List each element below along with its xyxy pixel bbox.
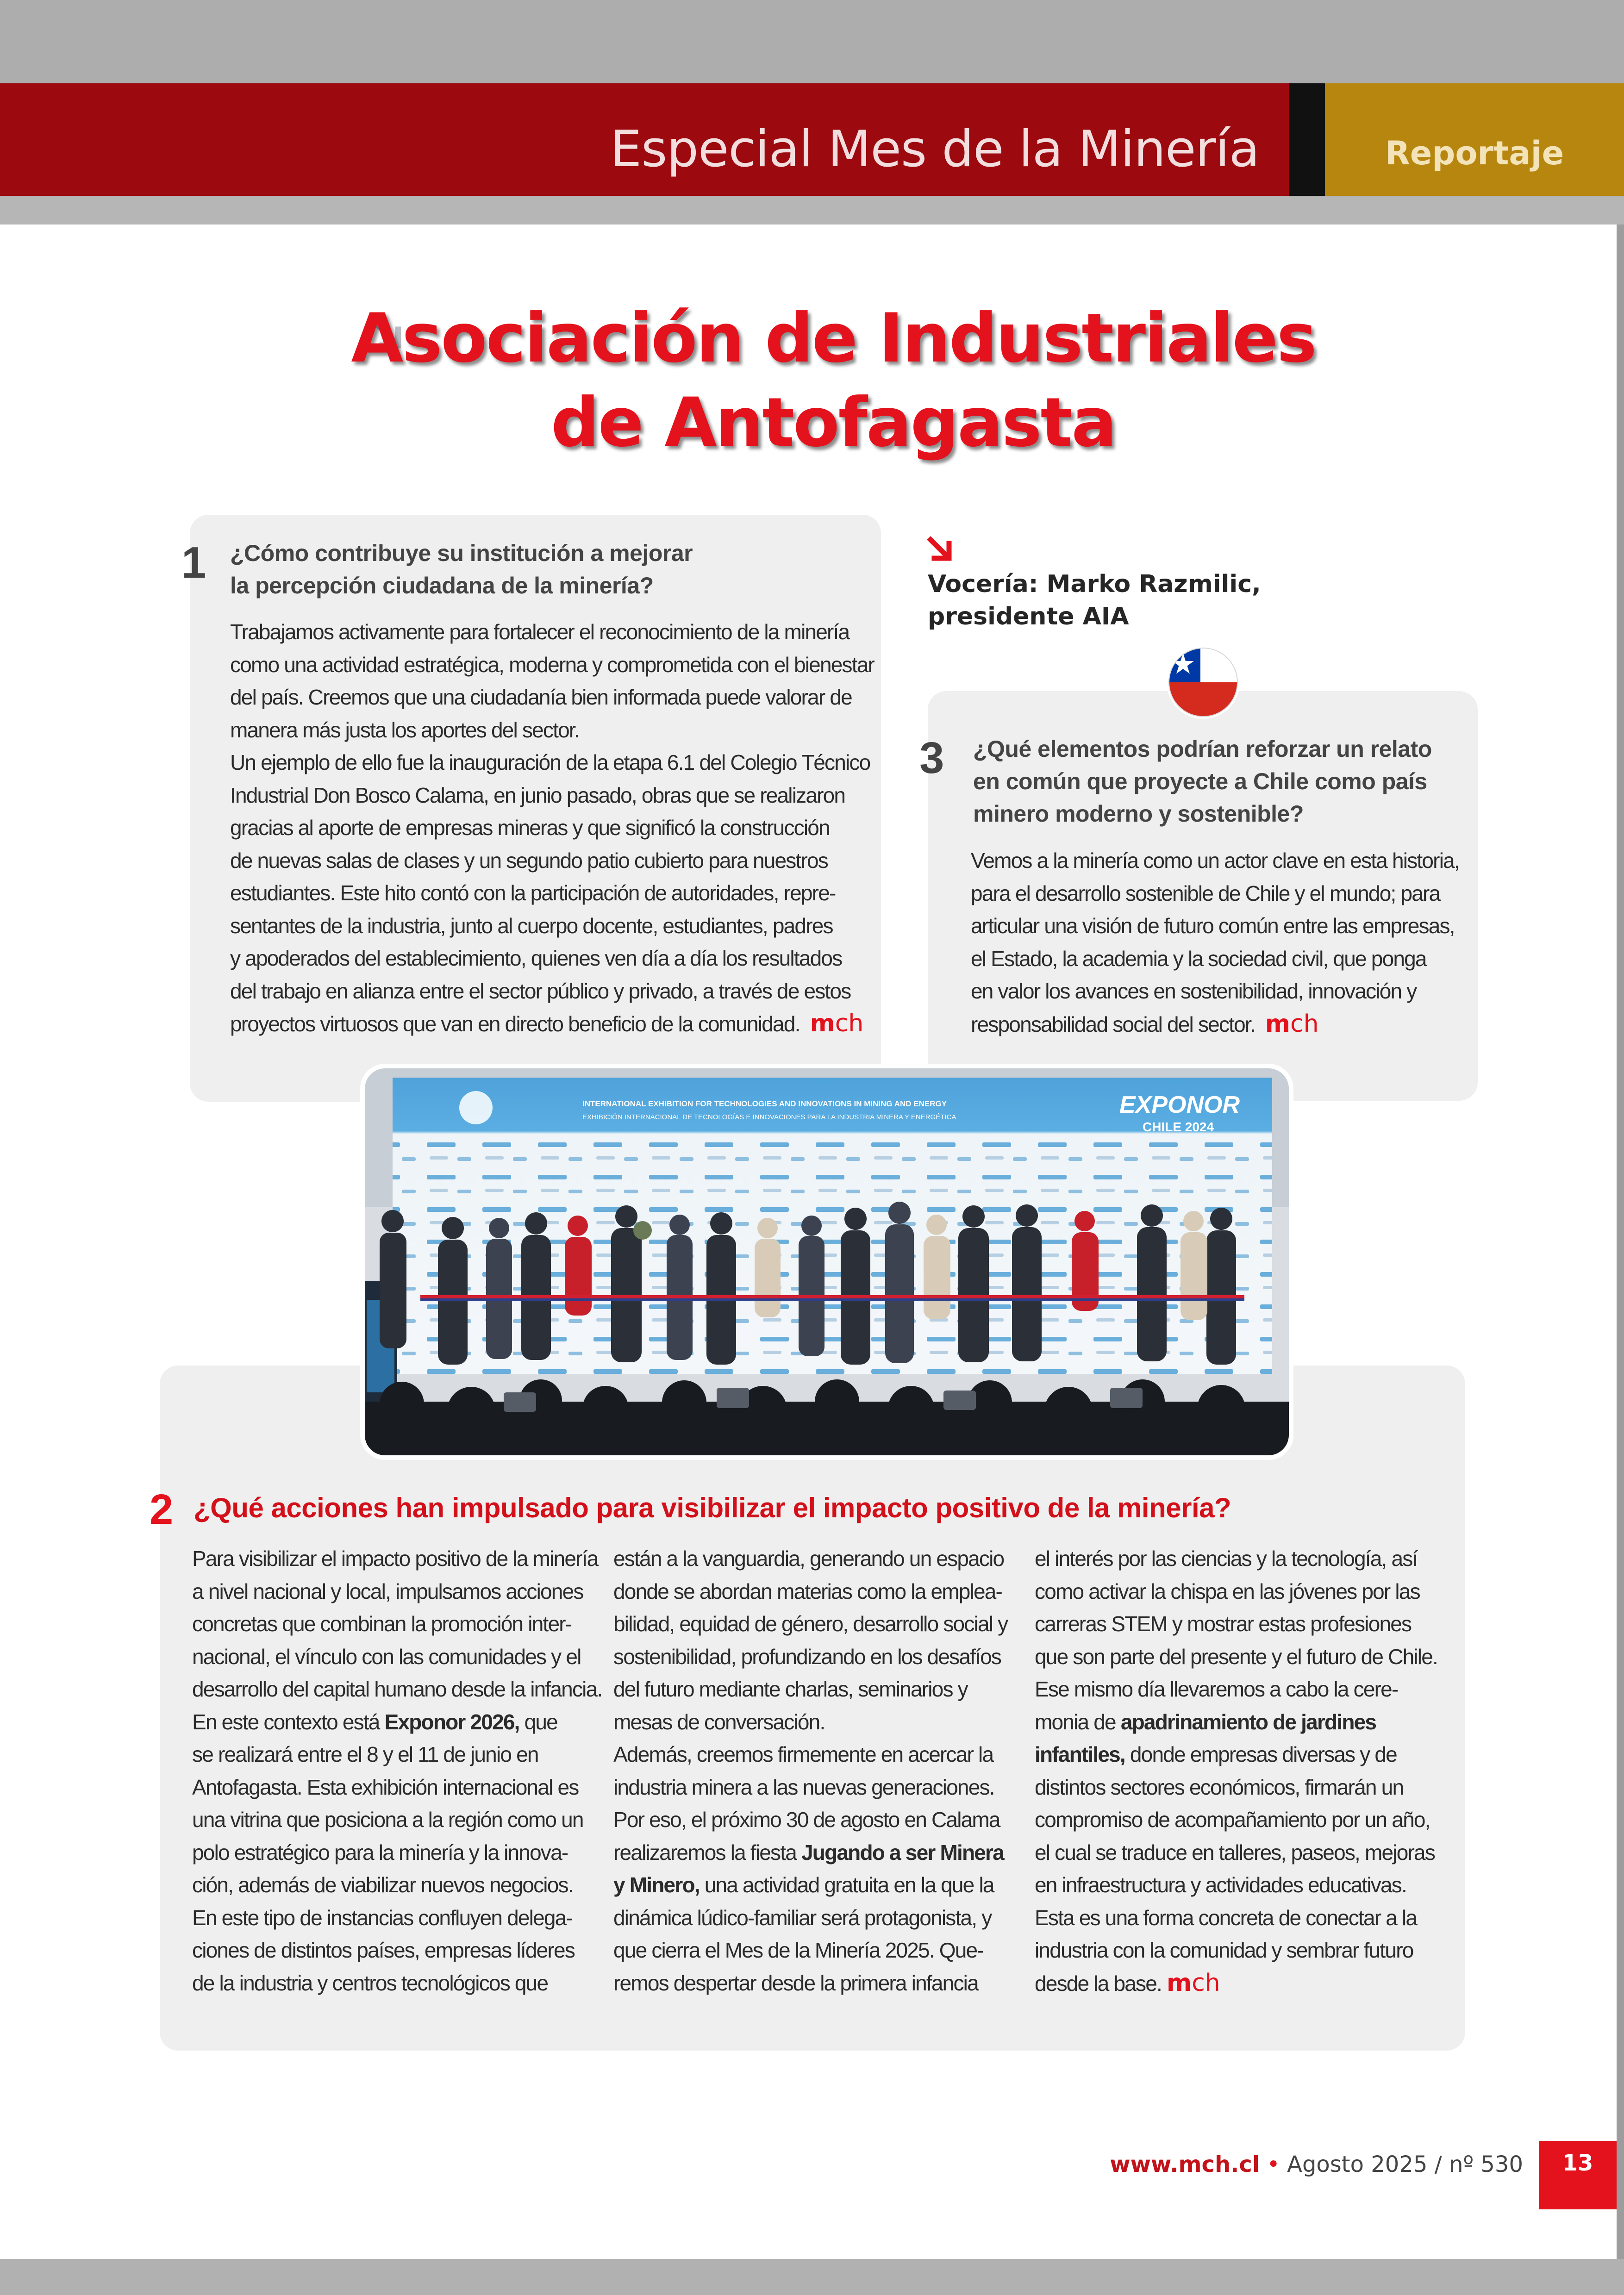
text-line: articular una visión de futuro común entre las empresas,	[971, 914, 1455, 938]
mch-logo-m: m	[1265, 1010, 1291, 1038]
text-line: distintos sectores económicos, firmarán un	[1035, 1775, 1404, 1799]
text-line: para el desarrollo sostenible de Chile y el mundo; para	[971, 881, 1440, 905]
text-line: Además, creemos firmemente en acercar la	[613, 1742, 993, 1766]
text-line: Industrial Don Bosco Calama, en junio pasado, obras que se realizaron	[230, 783, 845, 807]
text-segment: monia de	[1035, 1709, 1121, 1734]
text-line: Por eso, el próximo 30 de agosto en Calama	[613, 1808, 1000, 1832]
article-title-line1: Asociación de Industriales	[351, 299, 1316, 378]
text-line: En este tipo de instancias confluyen delega-	[192, 1905, 572, 1930]
banner-text-en: INTERNATIONAL EXHIBITION FOR TECHNOLOGIES AND INNOVATIONS IN MINING AND ENERGY	[582, 1099, 947, 1108]
question3-number: 3	[919, 733, 944, 783]
text-segment: En este contexto está	[192, 1709, 385, 1734]
text-line: dinámica lúdico-familiar será protagonista, y	[613, 1905, 992, 1930]
text-line: Esta es una forma concreta de conectar a la	[1035, 1905, 1417, 1930]
mch-logo-m: m	[810, 1010, 835, 1037]
mch-logo-ch: ch	[1192, 1969, 1220, 1997]
text-line: donde se abordan materias como la emplea-	[613, 1579, 1002, 1603]
text-line	[230, 1007, 878, 1041]
text-line: que cierra el Mes de la Minería 2025. Que-	[613, 1938, 983, 1962]
event-highlight: y Minero,	[613, 1873, 700, 1897]
mch-signature-logo	[1167, 1969, 1220, 1997]
question3-title-line: en común que proyecte a Chile como país	[973, 768, 1427, 794]
program-highlight: apadrinamiento de jardines	[1120, 1709, 1376, 1734]
text-line: y apoderados del establecimiento, quienes ven día a día los resultados	[230, 946, 842, 970]
mch-logo-m: m	[1167, 1969, 1192, 1997]
text-line: Trabajamos activamente para fortalecer el reconocimiento de la minería	[230, 620, 849, 644]
page-number: 13	[1539, 2141, 1617, 2209]
event-highlight: Jugando a ser Minera	[801, 1840, 1004, 1865]
text-line	[971, 1008, 1475, 1041]
text-line-content: responsabilidad social del sector.	[971, 1012, 1255, 1036]
text-segment: que	[519, 1709, 557, 1734]
text-line: en valor los avances en sostenibilidad, innovación y	[971, 979, 1417, 1003]
text-line: gracias al aporte de empresas mineras y que significó la construcción	[230, 816, 830, 840]
text-line: ciones de distintos países, empresas líderes	[192, 1938, 575, 1962]
header-bottom-strip	[0, 196, 1624, 225]
question1-title-line: la percepción ciudadana de la minería?	[230, 573, 654, 599]
text-line-content: proyectos virtuosos que van en directo beneficio de la comunidad.	[230, 1012, 800, 1036]
page-footer	[944, 2152, 1523, 2177]
question1-title-line: ¿Cómo contribuye su institución a mejorar	[230, 540, 693, 566]
mch-logo-ch: ch	[1290, 1010, 1319, 1038]
question2-title: ¿Qué acciones han impulsado para visibilizar el impacto positivo de la minería?	[194, 1492, 1231, 1523]
text-line: el interés por las ciencias y la tecnología, así	[1035, 1547, 1418, 1571]
text-segment: realizaremos la fiesta	[613, 1840, 801, 1865]
event-photo	[365, 1068, 1289, 1455]
text-line: como una actividad estratégica, moderna y comprometida con el bienestar	[230, 652, 874, 677]
text-line: Para visibilizar el impacto positivo de la minería	[192, 1547, 598, 1571]
text-line	[613, 1869, 1005, 1902]
question1-number: 1	[181, 538, 206, 587]
text-line: concretas que combinan la promoción inter-	[192, 1612, 572, 1636]
text-segment: desde la base.	[1035, 1971, 1162, 1996]
text-line: del futuro mediante charlas, seminarios y	[613, 1677, 968, 1701]
text-line	[1035, 1738, 1433, 1771]
text-line: a nivel nacional y local, impulsamos acciones	[192, 1579, 583, 1603]
speaker-credit	[928, 568, 1344, 633]
text-line	[613, 1836, 1005, 1869]
question1-title	[230, 537, 693, 602]
text-line	[1035, 1706, 1433, 1739]
banner-text-es: EXHIBICIÓN INTERNACIONAL DE TECNOLOGÍAS E INNOVACIONES PARA LA INDUSTRIA MINERA Y ENERGÉTICA	[582, 1113, 956, 1121]
text-line: compromiso de acompañamiento por un año,	[1035, 1808, 1430, 1832]
question3-title-line: minero moderno y sostenible?	[973, 801, 1304, 827]
text-line: de la industria y centros tecnológicos que	[192, 1971, 548, 1995]
mch-signature-logo	[1265, 1010, 1319, 1038]
text-line: que son parte del presente y el futuro de Chile.	[1035, 1644, 1437, 1669]
text-line: ción, además de viabilizar nuevos negocios.	[192, 1873, 573, 1897]
text-line: sostenibilidad, profundizando en los desafíos	[613, 1644, 1001, 1669]
text-line	[1035, 1967, 1433, 2000]
question1-answer	[230, 616, 878, 1041]
speaker-name: Vocería: Marko Razmilic,	[928, 570, 1261, 598]
page-edge-shadow	[1617, 225, 1624, 2259]
text-line: industria con la comunidad y sembrar futuro	[1035, 1938, 1413, 1962]
text-line	[192, 1706, 583, 1739]
text-line: remos despertar desde la primera infancia	[613, 1971, 978, 1995]
speaker-role: presidente AIA	[928, 603, 1129, 630]
text-line: manera más justa los aportes del sector.	[230, 717, 579, 742]
exponor-logo-subtitle: CHILE 2024	[1143, 1120, 1214, 1134]
section-tag: Reportaje	[1385, 134, 1564, 172]
exponor-highlight: Exponor 2026,	[384, 1709, 519, 1734]
text-line: como activar la chispa en las jóvenes por las	[1035, 1579, 1420, 1603]
arrow-down-right-icon	[927, 536, 956, 565]
question2-column1	[192, 1542, 602, 1999]
exponor-logo: EXPONOR	[1119, 1091, 1240, 1118]
text-line: Ese mismo día llevaremos a cabo la cere-	[1035, 1677, 1398, 1701]
text-line: Antofagasta. Esta exhibición internacional es	[192, 1775, 579, 1799]
ribbon-cutting-photo	[365, 1068, 1289, 1455]
text-segment: una actividad gratuita en la que la	[699, 1873, 994, 1897]
question3-title-line: ¿Qué elementos podrían reforzar un relato	[973, 736, 1432, 762]
question2-number: 2	[150, 1486, 174, 1533]
text-line: en infraestructura y actividades educativas.	[1035, 1873, 1406, 1897]
text-line: Vemos a la minería como un actor clave en esta historia,	[971, 848, 1459, 873]
section-title: Especial Mes de la Minería	[610, 120, 1259, 178]
text-segment: donde empresas diversas y de	[1124, 1742, 1397, 1766]
footer-separator: •	[1260, 2152, 1287, 2177]
text-line: carreras STEM y mostrar estas profesiones	[1035, 1612, 1412, 1636]
bottom-margin	[0, 2259, 1624, 2295]
question2-column2	[613, 1542, 1008, 1999]
mch-signature-logo	[810, 1010, 864, 1037]
text-line: el Estado, la academia y la sociedad civil, que ponga	[971, 946, 1426, 971]
text-line: una vitrina que posiciona a la región como un	[192, 1808, 583, 1832]
question2-column3	[1035, 1542, 1437, 2000]
text-line: desarrollo del capital humano desde la infancia.	[192, 1677, 602, 1701]
text-line: Un ejemplo de ello fue la inauguración de la etapa 6.1 del Colegio Técnico	[230, 750, 870, 774]
text-line: polo estratégico para la minería y la innova-	[192, 1840, 568, 1865]
text-line: el cual se traduce en talleres, paseos, mejoras	[1035, 1840, 1435, 1865]
text-line: del trabajo en alianza entre el sector público y privado, a través de estos	[230, 979, 851, 1003]
text-line: sentantes de la industria, junto al cuerpo docente, estudiantes, padres	[230, 913, 833, 938]
header-divider	[1289, 83, 1325, 196]
text-line: están a la vanguardia, generando un espacio	[613, 1547, 1004, 1571]
footer-issue: Agosto 2025 / nº 530	[1287, 2152, 1523, 2177]
article-title-line2: de Antofagasta	[551, 383, 1116, 462]
text-line: del país. Creemos que una ciudadanía bien informada puede valorar de	[230, 685, 852, 709]
text-line: mesas de conversación.	[613, 1709, 825, 1734]
text-line: se realizará entre el 8 y el 11 de junio en	[192, 1742, 538, 1766]
text-line: de nuevas salas de clases y un segundo patio cubierto para nuestros	[230, 848, 828, 873]
text-line: nacional, el vínculo con las comunidades y el	[192, 1644, 581, 1669]
text-line: estudiantes. Este hito contó con la participación de autoridades, repre-	[230, 881, 836, 905]
question3-answer	[971, 844, 1475, 1041]
mch-logo-ch: ch	[835, 1010, 864, 1037]
program-highlight: infantiles,	[1035, 1742, 1125, 1766]
article-title	[278, 296, 1389, 465]
footer-url-link[interactable]: www.mch.cl	[1110, 2152, 1260, 2177]
top-margin	[0, 0, 1624, 83]
question3-title	[973, 733, 1432, 830]
text-line: bilidad, equidad de género, desarrollo social y	[613, 1612, 1008, 1636]
chile-flag-icon	[1166, 645, 1241, 720]
text-line: industria minera a las nuevas generaciones.	[613, 1775, 994, 1799]
